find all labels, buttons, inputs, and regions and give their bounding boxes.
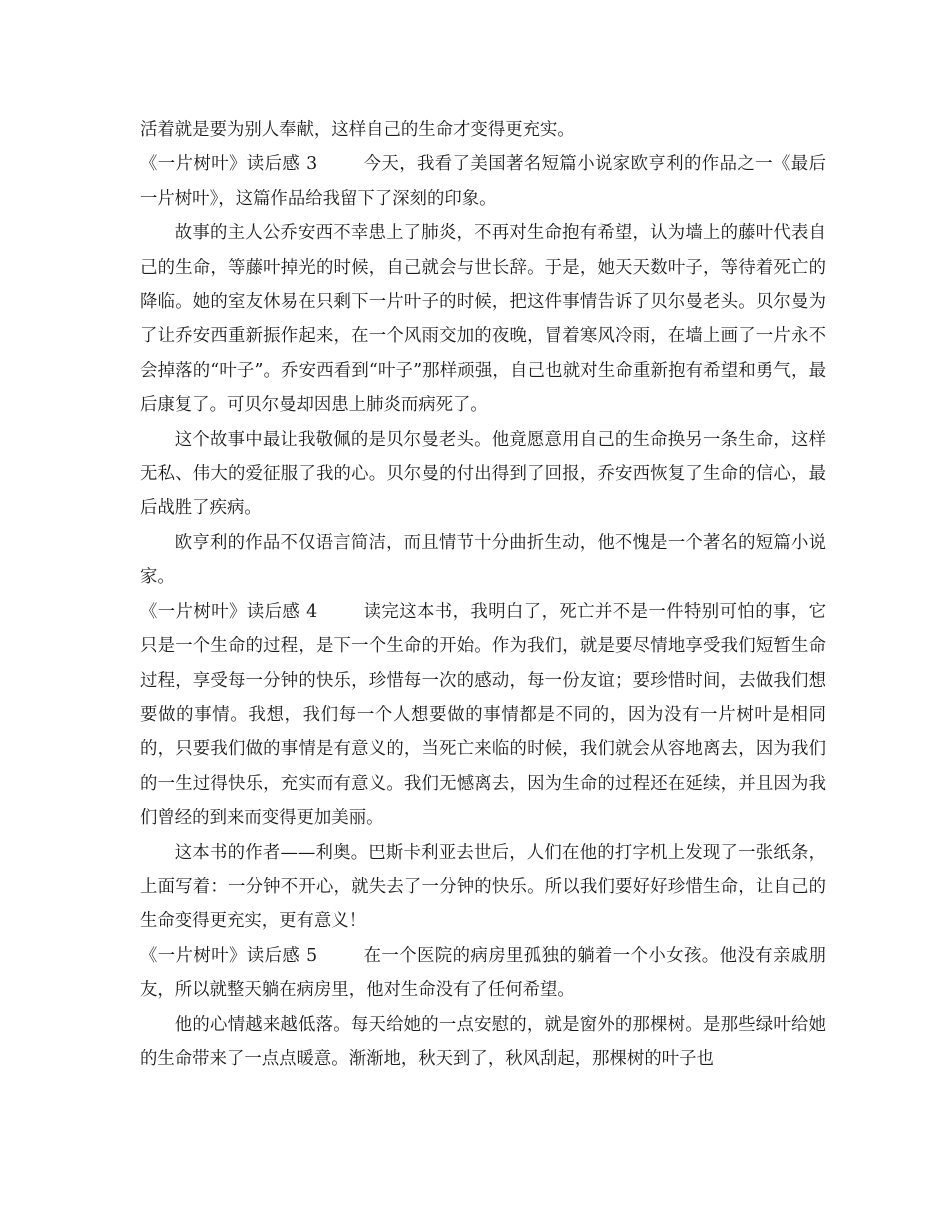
paragraph-text: 活着就是要为别人奉献，这样自己的生命才变得更充实。 (140, 120, 575, 140)
paragraph-3 (140, 216, 826, 422)
section-heading: 《一片树叶》读后感 5 (140, 945, 318, 966)
section-text: 在一个医院的病房里孤独的躺着一个小女孩。他没有亲戚朋友，所以就整天躺在病房里，他对生命没有了任何希望。 (140, 945, 826, 1001)
section-5 (140, 939, 826, 1008)
paragraph-7 (140, 836, 826, 939)
paragraph-4 (140, 423, 826, 526)
section-text: 今天，我看了美国著名短篇小说家欧亨利的作品之一《最后一片树叶》，这篇作品给我留下了深刻的印象。 (140, 154, 826, 209)
section-4 (140, 595, 826, 836)
paragraph-text: 故事的主人公乔安西不幸患上了肺炎，不再对生命抱有希望，认为墙上的藤叶代表自己的生命，等藤叶掉光的时候，自己就会与世长辞。于是，她天天数叶子，等待着死亡的降临。她的室友休易在只剩下一片叶子的时候，把这件事情告诉了贝尔曼老头。贝尔曼为了让乔安西重新振作起来，在一个风雨交加的夜晚，冒着寒风冷雨，在墙上画了一片永不会掉落的“叶子”。乔安西看到“叶子”那样顽强，自己也就对生命重新抱有希望和勇气，最后康复了。可贝尔曼却因患上肺炎而病死了。 (140, 223, 826, 416)
paragraph-5 (140, 526, 826, 595)
document-page (140, 113, 826, 1076)
paragraph-text: 这个故事中最让我敬佩的是贝尔曼老头。他竟愿意用自己的生命换另一条生命，这样无私、伟大的爱征服了我的心。贝尔曼的付出得到了回报，乔安西恢复了生命的信心，最后战胜了疾病。 (140, 429, 826, 519)
paragraph-text: 他的心情越来越低落。每天给她的一点安慰的，就是窗外的那棵树。是那些绿叶给她的生命带来了一点点暖意。渐渐地，秋天到了，秋风刮起，那棵树的叶子也 (140, 1014, 826, 1069)
section-heading: 《一片树叶》读后感 4 (140, 601, 318, 622)
section-heading: 《一片树叶》读后感 3 (140, 154, 318, 175)
paragraph-1 (140, 113, 826, 147)
paragraph-9 (140, 1008, 826, 1077)
paragraph-text: 这本书的作者——利奥。巴斯卡利亚去世后，人们在他的打字机上发现了一张纸条，上面写着：一分钟不开心，就失去了一分钟的快乐。所以我们要好好珍惜生命，让自己的生命变得更充实，更有意义！ (140, 842, 826, 932)
section-text: 读完这本书，我明白了，死亡并不是一件特别可怕的事，它只是一个生命的过程，是下一个生命的开始。作为我们，就是要尽情地享受我们短暂生命过程，享受每一分钟的快乐，珍惜每一次的感动，每一份友谊；要珍惜时间，去做我们想要做的事情。我想，我们每一个人想要做的事情都是不同的，因为没有一片树叶是相同的，只要我们做的事情是有意义的，当死亡来临的时候，我们就会从容地离去，因为我们的一生过得快乐，充实而有意义。我们无憾离去，因为生命的过程还在延续，并且因为我们曾经的到来而变得更加美丽。 (140, 601, 826, 829)
section-3 (140, 147, 826, 216)
paragraph-text: 欧亨利的作品不仅语言简洁，而且情节十分曲折生动，他不愧是一个著名的短篇小说家。 (140, 532, 826, 588)
